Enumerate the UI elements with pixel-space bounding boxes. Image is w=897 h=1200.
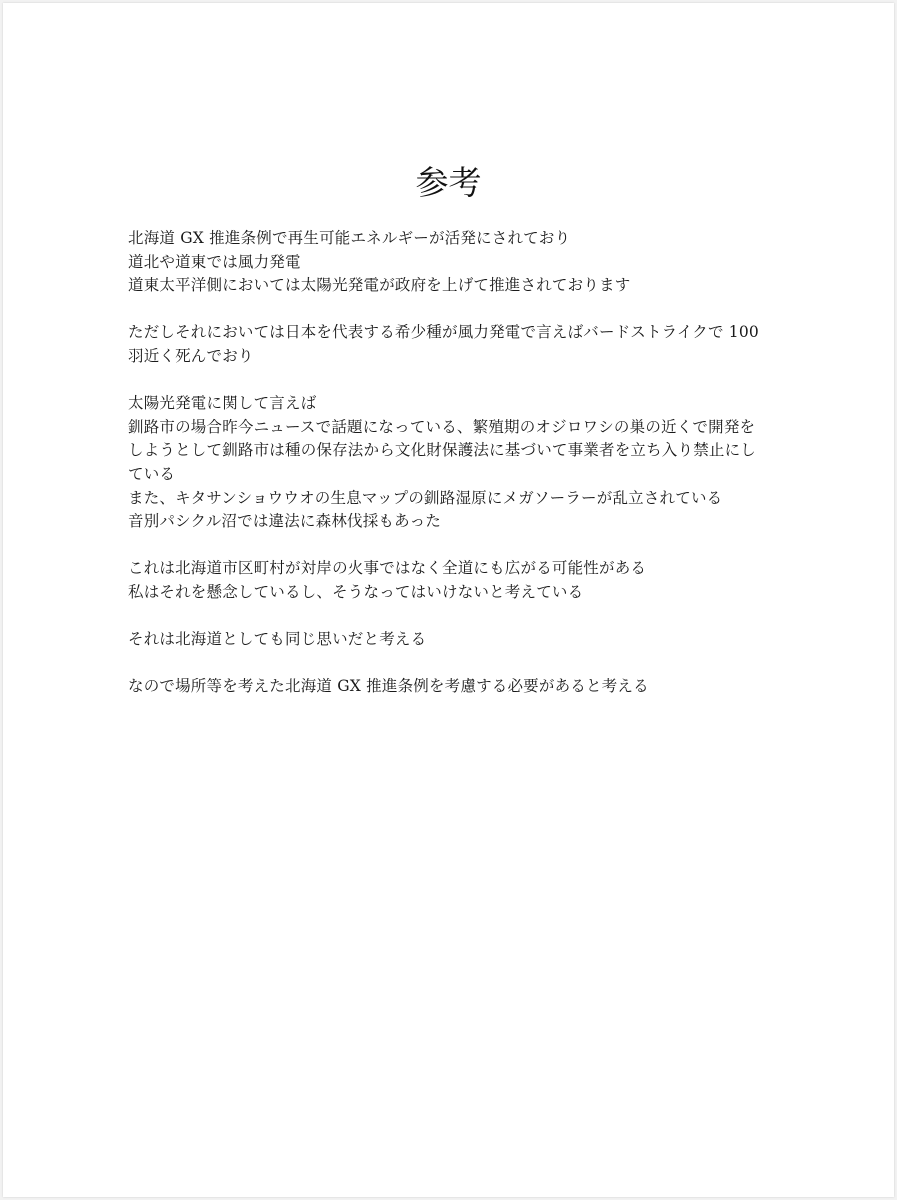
text-line: 釧路市の場合昨今ニュースで話題になっている、繁殖期のオジロワシの巣の近くで開発を	[128, 417, 756, 436]
text-line: 道北や道東では風力発電	[128, 252, 301, 271]
text-line: なので場所等を考えた北海道 GX 推進条例を考慮する必要があると考える	[128, 677, 649, 696]
document-page	[3, 3, 894, 1197]
document-body	[128, 227, 828, 722]
page-title: 参考	[415, 163, 482, 202]
text-line: それは北海道としても同じ思いだと考える	[128, 630, 427, 649]
text-line: しようとして釧路市は種の保存法から文化財保護法に基づいて事業者を立ち入り禁止にし	[128, 441, 757, 460]
paragraph-hokkaido-view	[128, 628, 828, 652]
text-line: 道東太平洋側においては太陽光発電が政府を上げて推進されております	[128, 276, 631, 295]
text-line: これは北海道市区町村が対岸の火事ではなく全道にも広がる可能性がある	[128, 559, 647, 578]
text-line: 音別パシクル沼では違法に森林伐採もあった	[128, 512, 442, 531]
text-line: 北海道 GX 推進条例で再生可能エネルギーが活発にされており	[128, 229, 571, 247]
text-line: 羽近く死んでおり	[128, 346, 254, 365]
paragraph-conclusion	[128, 675, 828, 699]
paragraph-bird-strike	[128, 321, 828, 368]
text-line: 私はそれを懸念しているし、そうなってはいけないと考えている	[128, 582, 584, 601]
paragraph-gx-ordinance	[128, 227, 828, 298]
text-line: ただしそれにおいては日本を代表する希少種が風力発電で言えばバードストライクで 100	[128, 323, 759, 342]
text-line: また、キタサンショウウオの生息マップの釧路湿原にメガソーラーが乱立されている	[128, 488, 723, 507]
paragraph-solar-kushiro	[128, 392, 828, 534]
text-line: 太陽光発電に関して言えば	[128, 394, 317, 413]
paragraph-concern	[128, 557, 828, 604]
text-line: ている	[128, 464, 176, 483]
